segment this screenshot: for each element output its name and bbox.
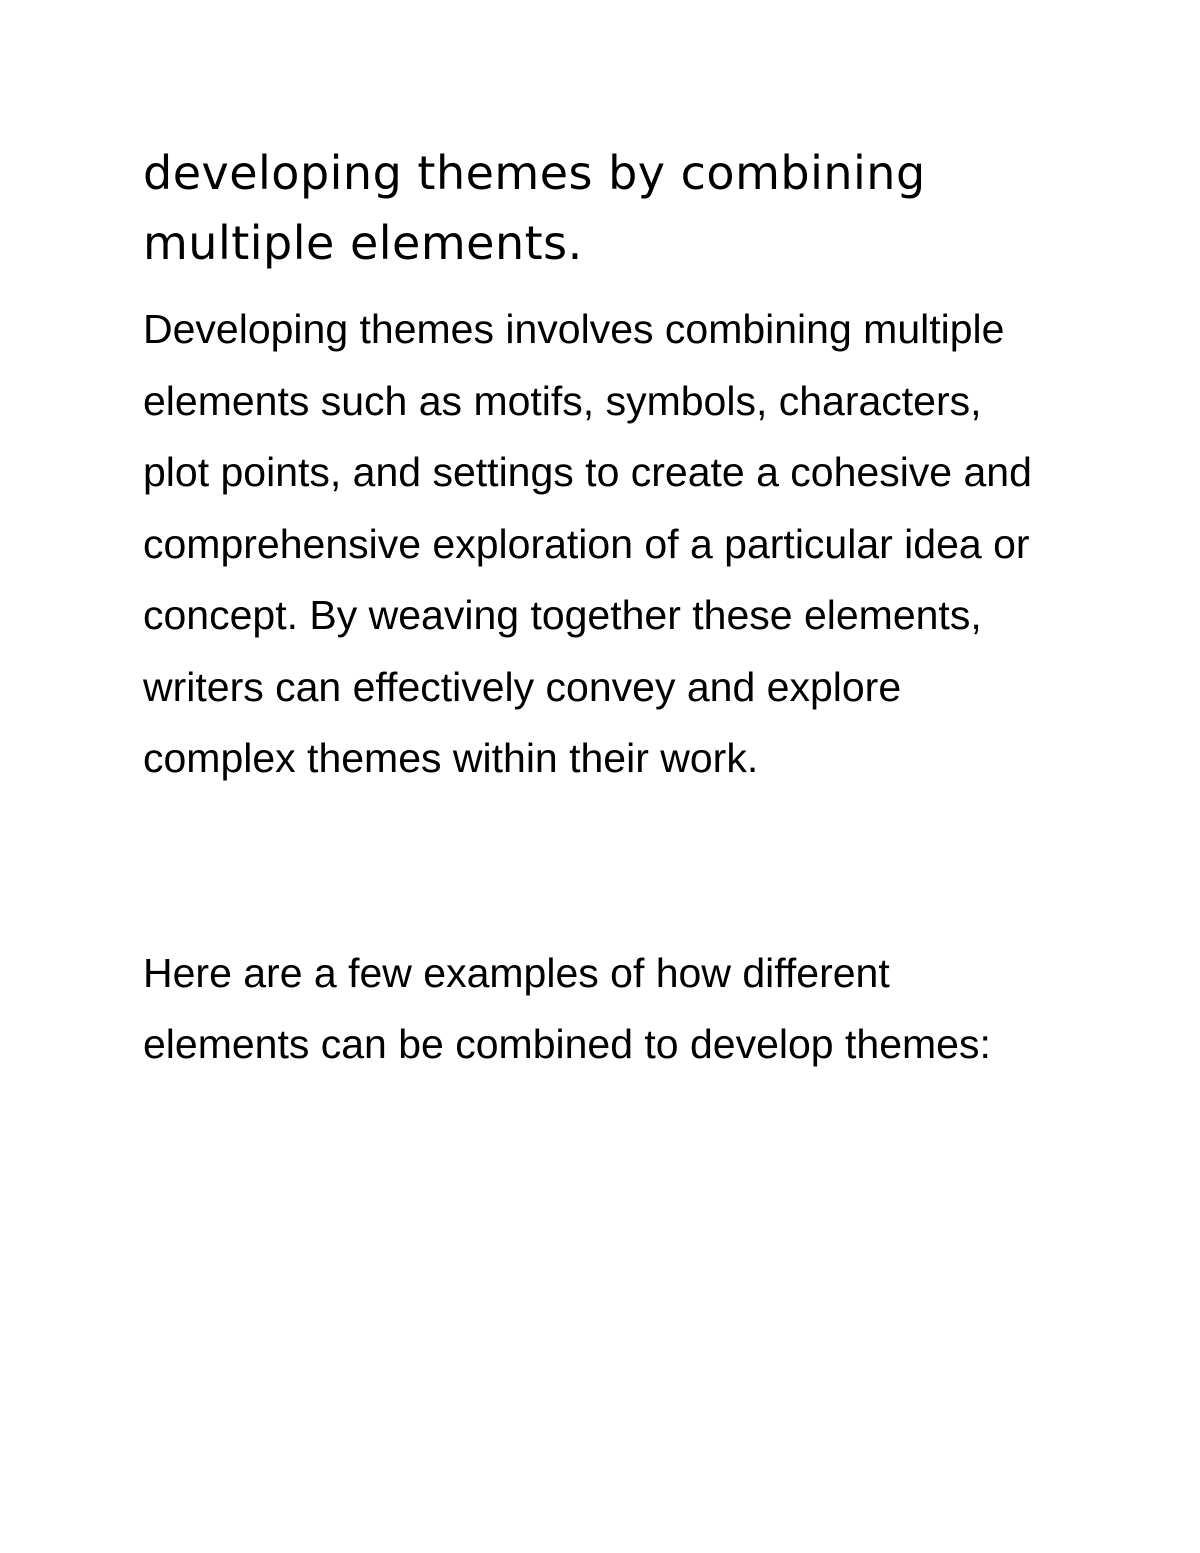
body-paragraph: Here are a few examples of how different elements can be combined to develop themes: — [143, 949, 991, 1067]
body-paragraph: Developing themes involves combining multiple elements such as motifs, symbols, characters, plot points, and settings to create a cohesive and comprehensive exploration of a particular idea or concept. By weaving together these elements, writers can effectively convey and explore complex themes within their work. — [143, 306, 1032, 781]
document-body — [143, 138, 1043, 1081]
document-title: developing themes by combining multiple elements. — [143, 146, 926, 270]
